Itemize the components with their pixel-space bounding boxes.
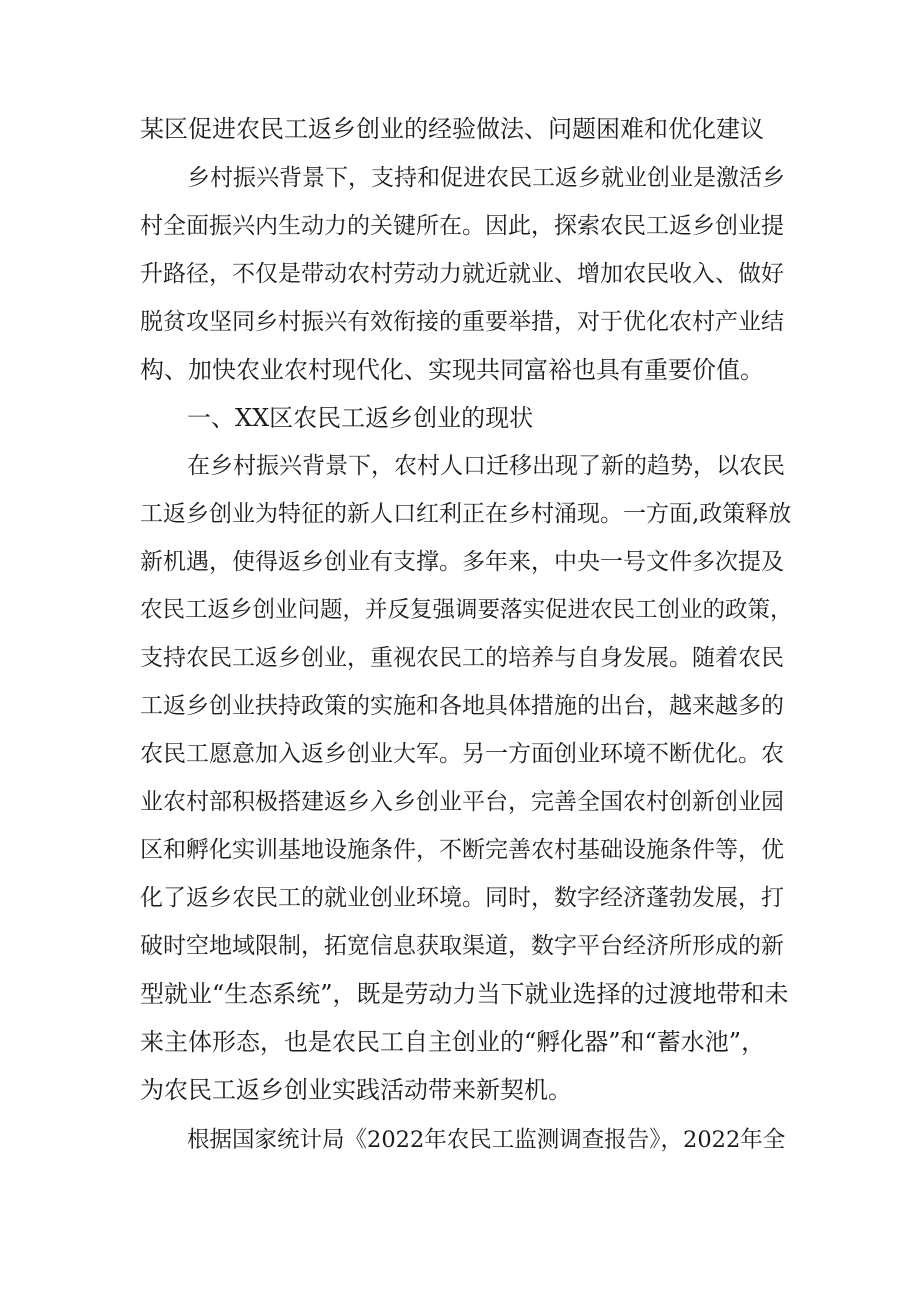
para1-line-4: 农民工返乡创业问题，并反复强调要落实促进农民工创业的政策， <box>140 597 793 623</box>
para1-line-9: 区和孵化实训基地设施条件，不断完善农村基础设施条件等，优 <box>140 837 784 863</box>
para1-line-13: 来主体形态，也是农民工自主创业的“孵化器”和“蓄水池”， <box>140 1028 766 1056</box>
para1-line-8: 业农村部积极搭建返乡入乡创业平台，完善全国农村创新创业园 <box>140 789 784 815</box>
intro-line-4: 脱贫攻坚同乡村振兴有效衔接的重要举措，对于优化农村产业结 <box>140 309 784 335</box>
section-heading: 一、XX区农民工返乡创业的现状 <box>187 404 534 432</box>
para1-line-12: 型就业“生态系统”，既是劳动力当下就业选择的过渡地带和未 <box>140 980 789 1008</box>
para1-line-7: 农民工愿意加入返乡创业大军。另一方面创业环境不断优化。农 <box>140 741 784 767</box>
para1-line-3: 新机遇，使得返乡创业有支撑。多年来，中央一号文件多次提及 <box>140 549 784 575</box>
para1-line-14: 为农民工返乡创业实践活动带来新契机。 <box>140 1076 572 1104</box>
intro-line-1: 乡村振兴背景下，支持和促进农民工返乡就业创业是激活乡 <box>187 165 785 191</box>
para1-line-2: 工返乡创业为特征的新人口红利正在乡村涌现。一方面,政策释放 <box>140 501 792 527</box>
intro-line-2: 村全面振兴内生动力的关键所在。因此，探索农民工返乡创业提 <box>140 213 784 239</box>
para1-line-10: 化了返乡农民工的就业创业环境。同时，数字经济蓬勃发展，打 <box>140 885 784 911</box>
intro-line-3: 升路径，不仅是带动农村劳动力就近就业、增加农民收入、做好 <box>140 261 784 287</box>
para1-line-1: 在乡村振兴背景下，农村人口迁移出现了新的趋势，以农民 <box>187 453 785 479</box>
para1-line-11: 破时空地域限制，拓宽信息获取渠道，数字平台经济所形成的新 <box>140 933 784 959</box>
para1-line-6: 工返乡创业扶持政策的实施和各地具体措施的出台，越来越多的 <box>140 693 784 719</box>
intro-line-5: 构、加快农业农村现代化、实现共同富裕也具有重要价值。 <box>140 356 764 384</box>
document-title: 某区促进农民工返乡创业的经验做法、问题困难和优化建议 <box>140 115 764 143</box>
para1-line-5: 支持农民工返乡创业，重视农民工的培养与自身发展。随着农民 <box>140 645 784 671</box>
para2-line-1: 根据国家统计局《2022年农民工监测调查报告》，2022年全 <box>187 1127 786 1153</box>
